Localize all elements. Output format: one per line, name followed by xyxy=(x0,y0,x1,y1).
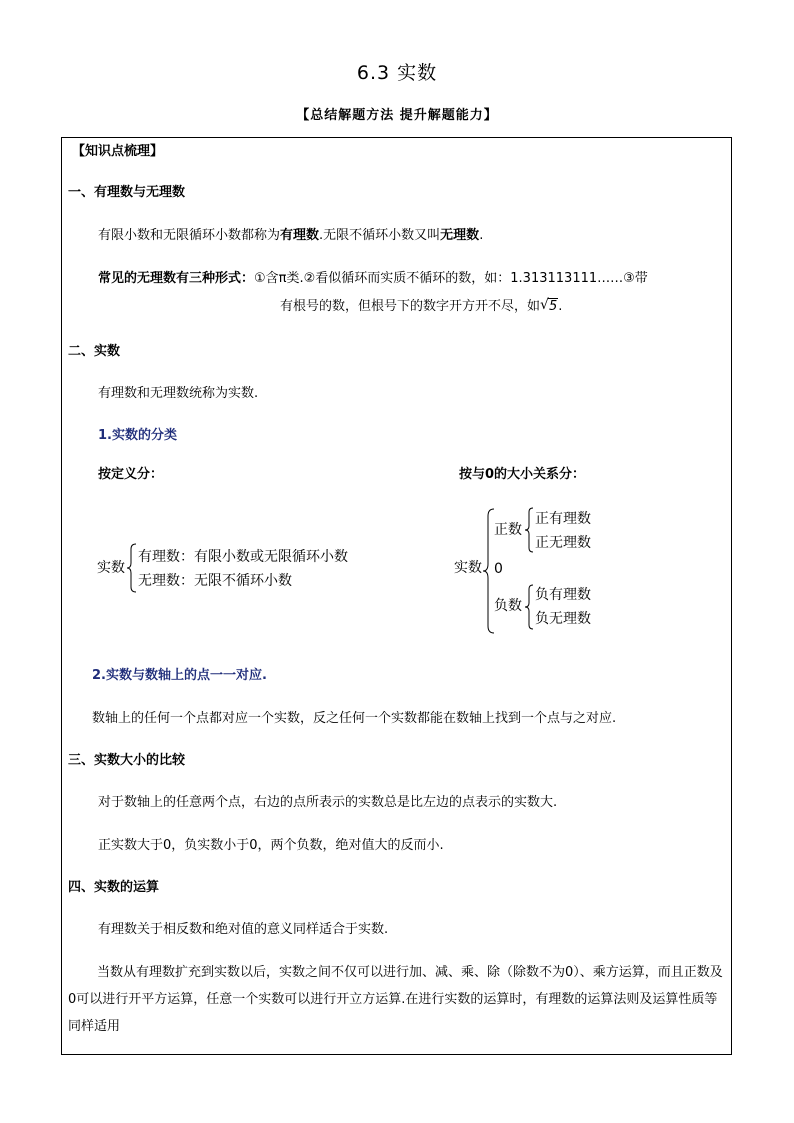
term-rational: 有理数 xyxy=(280,228,320,243)
page-title: 6.3 实数 xyxy=(356,62,438,84)
section-2-heading: 二、实数 xyxy=(68,344,121,359)
section-1-paragraph xyxy=(98,227,483,245)
left-brace-icon xyxy=(127,543,137,593)
forms-line2-end: . xyxy=(558,299,563,314)
text: 有限小数和无限循环小数都称为 xyxy=(98,228,281,243)
def-item-irrational: 无理数：无限不循环小数 xyxy=(138,573,292,589)
forms-line1: ①含π类.②看似循环而实质不循环的数，如：1.313113111……③带 xyxy=(254,271,648,286)
subheading-number-line: 2.实数与数轴上的点一一对应. xyxy=(92,668,267,683)
by-definition-label: 按定义分： xyxy=(98,467,164,482)
section-3-heading: 三、实数大小的比较 xyxy=(68,753,186,768)
sqrt-sign-icon: √ xyxy=(540,297,549,313)
section-3-paragraph-2: 正实数大于0，负实数小于0，两个负数，绝对值大的反而小. xyxy=(98,838,444,853)
section-3-paragraph-1: 对于数轴上的任意两个点，右边的点所表示的实数总是比左边的点表示的实数大. xyxy=(98,795,558,810)
knowledge-header: 【知识点梳理】 xyxy=(72,144,164,159)
content-box xyxy=(61,137,732,1055)
text: .无限不循环小数又叫 xyxy=(319,228,441,243)
page-subtitle: 【总结解题方法 提升解题能力】 xyxy=(296,108,498,123)
section-1-heading: 一、有理数与无理数 xyxy=(68,185,186,200)
subheading-classification: 1.实数的分类 xyxy=(98,428,177,443)
sqrt-radicand: 5 xyxy=(549,299,558,314)
zero-negative-label: 负数 xyxy=(494,598,522,614)
zero-negative-rational: 负有理数 xyxy=(535,587,591,603)
zero-zero-label: 0 xyxy=(494,561,503,577)
left-brace-icon xyxy=(525,584,534,630)
def-item-rational: 有理数：有限小数或无限循环小数 xyxy=(138,549,348,565)
left-brace-icon xyxy=(525,507,534,553)
sqrt-expression xyxy=(540,298,558,316)
irrational-forms-line2 xyxy=(280,298,562,316)
zero-root-label: 实数 xyxy=(454,560,482,576)
by-zero-label: 按与0的大小关系分： xyxy=(459,467,586,482)
section-4-paragraph-1: 有理数关于相反数和绝对值的意义同样适合于实数. xyxy=(98,922,389,937)
zero-negative-irrational: 负无理数 xyxy=(535,611,591,627)
section-2-paragraph: 有理数和无理数统称为实数. xyxy=(98,386,259,401)
forms-line2-text: 有根号的数，但根号下的数字开方开不尽，如 xyxy=(280,299,541,314)
text: . xyxy=(479,228,484,243)
number-line-paragraph: 数轴上的任何一个点都对应一个实数，反之任何一个实数都能在数轴上找到一个点与之对应. xyxy=(92,711,617,726)
section-4-paragraph-2: 当数从有理数扩充到实数以后，实数之间不仅可以进行加、减、乘、除（除数不为0）、乘方运算，而且正数及0可以进行开平方运算，任意一个实数可以进行开立方运算.在进行实数的运算时，有理数的运算法则及运算性质等同样适用 xyxy=(68,965,723,1034)
irrational-forms-line1 xyxy=(98,270,648,288)
zero-positive-rational: 正有理数 xyxy=(535,511,591,527)
zero-positive-label: 正数 xyxy=(494,522,522,538)
def-root-label: 实数 xyxy=(97,560,125,576)
term-irrational: 无理数 xyxy=(440,228,480,243)
zero-positive-irrational: 正无理数 xyxy=(535,535,591,551)
forms-label: 常见的无理数有三种形式： xyxy=(98,271,255,286)
section-4-heading: 四、实数的运算 xyxy=(68,880,160,895)
